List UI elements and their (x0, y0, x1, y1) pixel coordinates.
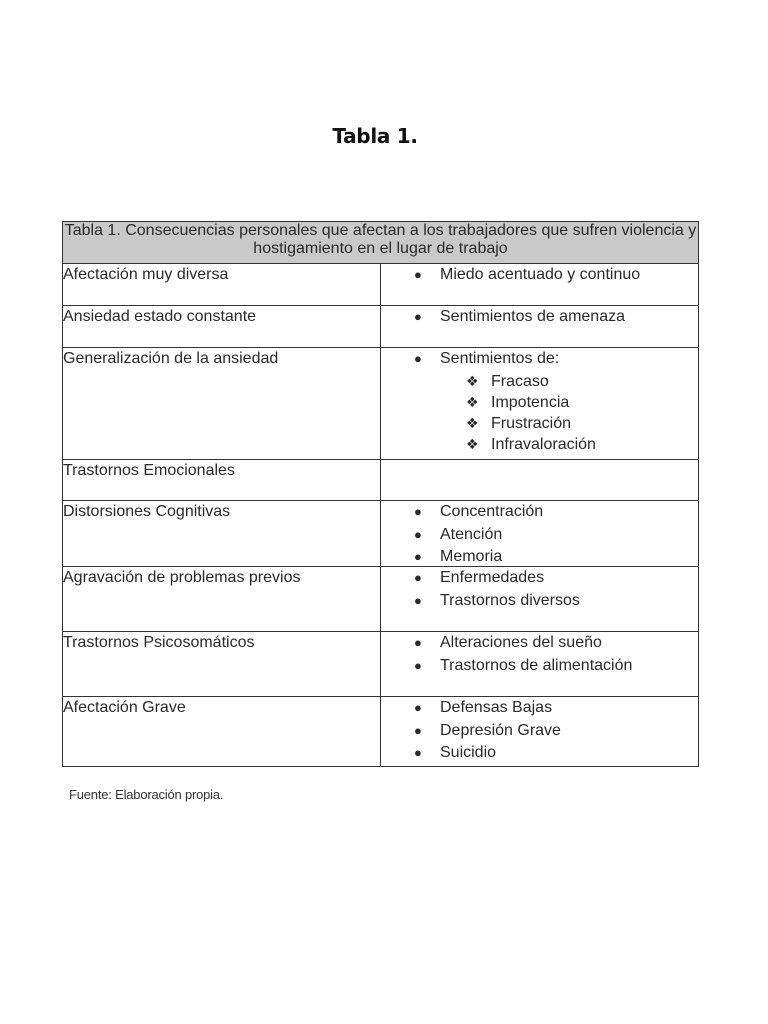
row-items-clip (381, 460, 698, 500)
sub-list-item-text: Fracaso (491, 372, 549, 390)
list-item (381, 697, 698, 720)
row-items-cell (381, 632, 699, 697)
row-items-clip (381, 567, 698, 631)
row-label: Afectación Grave (63, 697, 381, 767)
row-label: Agravación de problemas previos (63, 567, 381, 632)
row-items-clip (381, 632, 698, 696)
list-item-text: Trastornos diversos (440, 591, 580, 609)
list-item-text: Memoria (440, 548, 503, 565)
list-item (381, 590, 698, 613)
list-item (381, 501, 698, 524)
list-item (381, 348, 698, 456)
list-item (381, 306, 698, 329)
sub-list-item-text: Infravaloración (491, 436, 596, 454)
list-item (381, 720, 698, 743)
sub-list-item-text: Impotencia (491, 393, 570, 411)
table-row (63, 306, 699, 348)
row-items-cell (381, 460, 699, 501)
bullet-list (381, 306, 698, 329)
list-item-text: Concentración (440, 503, 544, 520)
list-item-text: Sentimientos de: (440, 350, 560, 367)
list-item-text: Trastornos de alimentación (440, 656, 633, 674)
bullet-list (381, 567, 698, 612)
list-item (381, 632, 698, 655)
row-items-cell (381, 567, 699, 632)
sub-list-item (440, 371, 698, 392)
diamond-bullet-icon: ❖ (466, 372, 479, 389)
list-item-text: Depresión Grave (440, 721, 561, 739)
table-row (63, 501, 699, 567)
bullet-icon: ● (414, 526, 422, 542)
list-item (381, 655, 698, 678)
row-items-cell (381, 264, 699, 306)
list-item-text: Suicidio (440, 744, 497, 761)
bullet-icon: ● (414, 309, 422, 324)
bullet-icon: ● (414, 635, 422, 650)
page-heading: Tabla 1. (332, 124, 418, 148)
list-item-text: Defensas Bajas (440, 699, 553, 716)
bullet-list (381, 264, 698, 287)
table-caption: Tabla 1. Consecuencias personales que afectan a los trabajadores que sufren violencia y hostigamiento en el lugar de trabajo (63, 222, 699, 264)
bullet-icon: ● (414, 700, 422, 715)
bullet-icon: ● (414, 267, 422, 282)
list-item-text: Atención (440, 525, 503, 543)
row-items-clip (381, 306, 698, 347)
bullet-icon: ● (414, 592, 422, 608)
row-items-cell (381, 348, 699, 460)
bullet-icon: ● (414, 351, 422, 366)
row-label: Trastornos Emocionales (63, 460, 381, 501)
table-row (63, 264, 699, 306)
list-item-text: Enfermedades (440, 569, 545, 586)
bullet-icon: ● (414, 504, 422, 519)
table-row (63, 697, 699, 767)
bullet-list (381, 348, 698, 456)
bullet-icon: ● (414, 745, 422, 760)
list-item-text: Alteraciones del sueño (440, 634, 602, 651)
diamond-bullet-icon: ❖ (466, 393, 479, 410)
bullet-list (381, 697, 698, 765)
row-items-clip (381, 264, 698, 305)
bullet-list (381, 501, 698, 566)
list-item (381, 567, 698, 590)
row-items-cell (381, 501, 699, 567)
bullet-icon: ● (414, 722, 422, 738)
row-label: Generalización de la ansiedad (63, 348, 381, 460)
sub-list-item (440, 413, 698, 434)
diamond-bullet-icon: ❖ (466, 436, 479, 453)
row-label: Trastornos Psicosomáticos (63, 632, 381, 697)
list-item (381, 742, 698, 765)
sub-list (440, 371, 698, 456)
bullet-list (381, 632, 698, 677)
list-item (381, 264, 698, 287)
list-item (381, 546, 698, 566)
table-row (63, 460, 699, 501)
consequences-table (62, 221, 699, 767)
row-items-cell (381, 697, 699, 767)
row-label: Ansiedad estado constante (63, 306, 381, 348)
sub-list-item (440, 434, 698, 455)
row-label: Afectación muy diversa (63, 264, 381, 306)
table-row (63, 348, 699, 460)
row-items-clip (381, 501, 698, 566)
row-items-cell (381, 306, 699, 348)
bullet-icon: ● (414, 657, 422, 673)
consequences-table-wrapper (62, 221, 699, 767)
table-body (63, 264, 699, 767)
table-row (63, 567, 699, 632)
list-item-text: Miedo acentuado y continuo (440, 266, 641, 283)
sub-list-item-text: Frustración (491, 415, 572, 433)
row-items-clip (381, 697, 698, 766)
list-item (381, 524, 698, 547)
row-label: Distorsiones Cognitivas (63, 501, 381, 567)
diamond-bullet-icon: ❖ (466, 415, 479, 432)
list-item-text: Sentimientos de amenaza (440, 308, 625, 325)
table-row (63, 632, 699, 697)
bullet-icon: ● (414, 549, 422, 564)
sub-list-item (440, 392, 698, 413)
bullet-icon: ● (414, 570, 422, 585)
source-note: Fuente: Elaboración propia. (69, 787, 224, 802)
row-items-clip (381, 348, 698, 459)
